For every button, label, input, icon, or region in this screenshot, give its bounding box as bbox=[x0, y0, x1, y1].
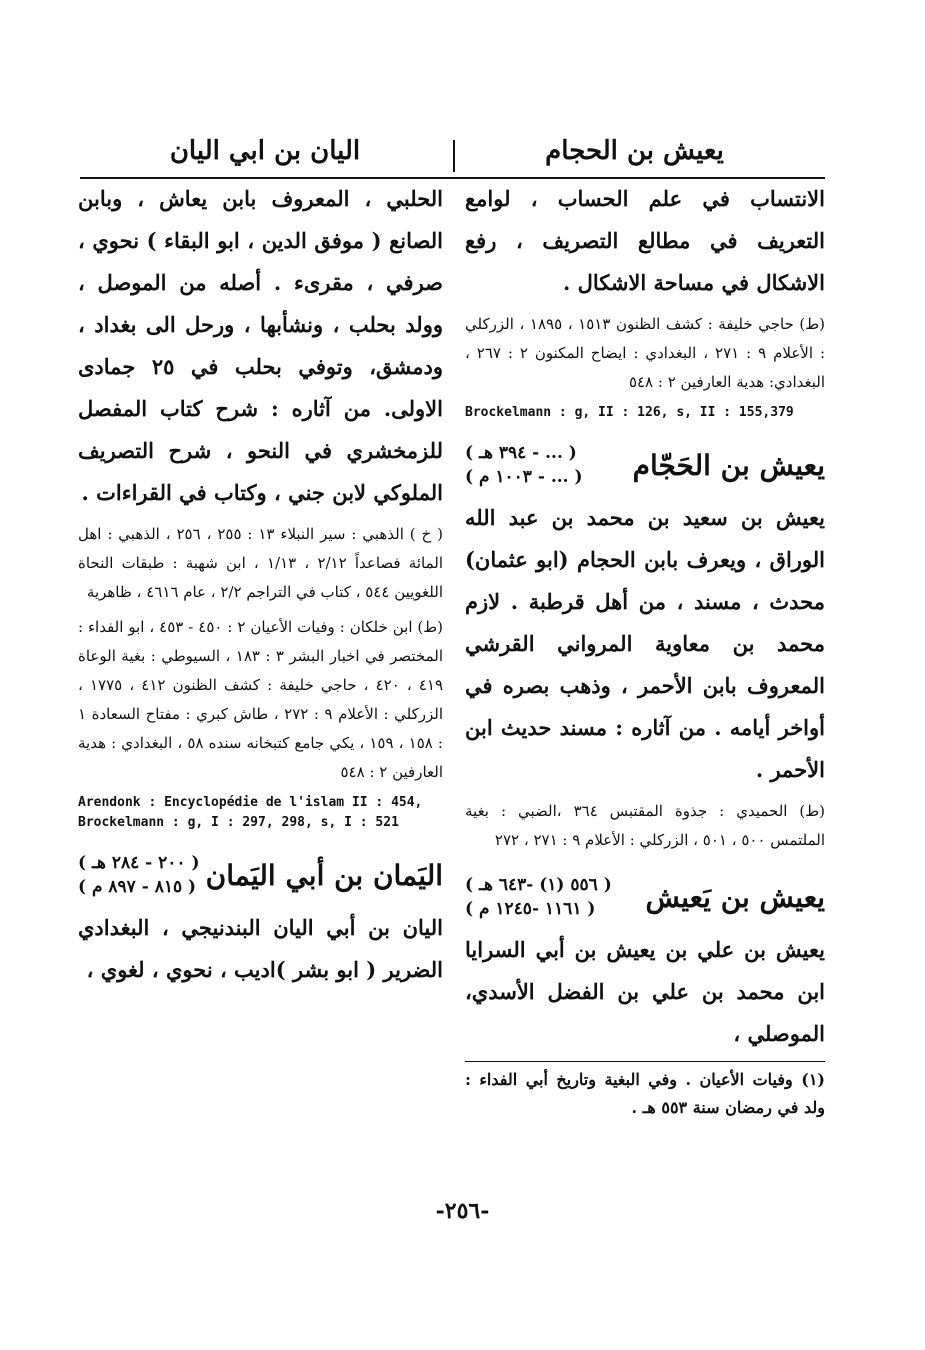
entry-name: يعيش بن يَعيش bbox=[645, 880, 825, 914]
footnote: (١) وفيات الأعيان . وفي البغية وتاريخ أبي الفداء : ولد في رمضان سنة ٥٥٣ هـ . bbox=[465, 1070, 825, 1117]
entry-body: يعيش بن سعيد بن محمد بن عبد الله الوراق ، ويعرف بابن الحجام (ابو عثمان) محدث ، مسند ، من أهل قرطبة . لازم محمد بن معاوية المرواني القرشي المعروف بابن الأحمر ، وذهب بصره في أواخر أيامه . من آثاره : مسند حديث ابن الأحمر . bbox=[465, 505, 825, 782]
entry-body: اليان بن أبي اليان البندنيجي ، البغدادي الضرير ( ابو بشر )اديب ، نحوي ، لغوي ، bbox=[78, 915, 443, 982]
entry-dates-hijri: ( ٥٥٦ (١) -٦٤٣ هـ ) bbox=[465, 875, 612, 895]
entry-dates-gregorian: ( ... - ١٠٠٣ م ) bbox=[465, 467, 583, 487]
entry-references: (ط) الحميدي : جذوة المقتبس ٣٦٤ ،الضبي : بغية الملتمس ٥٠٠ ، ٥٠١ ، الزركلي : الأعلام ٩ : ٢٧١ ، ٢٧٢ bbox=[465, 802, 825, 849]
running-header-left: اليان بن ابي اليان bbox=[169, 136, 361, 166]
entry-heading bbox=[78, 851, 443, 899]
right-latin-reference: Brockelmann : g, II : 126, s, II : 155,379 bbox=[465, 405, 794, 420]
right-continuation-text: الانتساب في علم الحساب ، لوامع التعريف في مطالع التصريف ، رفع الاشكال في مساحة الاشكال . bbox=[465, 186, 825, 295]
left-column bbox=[78, 178, 443, 991]
running-header-right: يعيش بن الحجام bbox=[545, 136, 724, 166]
entry-name: يعيش بن الحَجّام bbox=[632, 448, 825, 482]
left-continuation-text: الحلبي ، المعروف بابن يعاش ، وبابن الصانع ( موفق الدين ، ابو البقاء ) نحوي ، صرفي ، مقرىء . أصله من الموصل ، وولد بحلب ، ونشأبها ، ورحل الى بغداد ، ودمشق، وتوفي بحلب في ٢٥ جمادى الاولى. من آثاره : شرح كتاب المفصل للزمخشري في النحو ، شرح التصريف الملوكي لابن جني ، وكتاب في القراءات . bbox=[78, 186, 444, 505]
entry-dates bbox=[78, 851, 200, 899]
entry-dates-hijri: ( ٢٠٠ - ٢٨٤ هـ ) bbox=[78, 853, 200, 873]
entry-name: اليَمان بن أبي اليَمان bbox=[205, 858, 443, 892]
entry-heading bbox=[465, 441, 825, 489]
left-references-2: (ط) ابن خلكان : وفيات الأعيان ٢ : ٤٥٠ - ٤٥٣ ، ابو الفداء : المختصر في اخبار البشر ٣ : ١٨٣ ، السيوطي : بغية الوعاة ٤١٩ ، ٤٢٠ ، حاجي خليفة : كشف الظنون ٤١٢ ، ١٧٧٥ ، الزركلي : الأعلام ٩ : ٢٧٢ ، طاش كبري : مفتاح السعادة ١ : ١٥٨ ، ١٥٩ ، يكي جامع كتبخانه سنده ٥٨ ، البغدادي : هدية العارفين ٢ : ٥٤٨ bbox=[78, 618, 444, 781]
right-column bbox=[465, 178, 825, 1122]
page-number: -٢٥٦- bbox=[435, 1198, 490, 1224]
entry-dates-gregorian: ( ٨١٥ - ٨٩٧ م ) bbox=[78, 877, 197, 897]
right-references-1: (ط) حاجي خليفة : كشف الظنون ١٥١٣ ، ١٨٩٥ ، الزركلي : الأعلام ٩ : ٢٧١ ، البغدادي : ايضاح المكنون ٢ : ٢٦٧ ، البغدادي: هدية العارفين ٢ : ٥٤٨ bbox=[465, 315, 826, 391]
entry-heading bbox=[465, 873, 825, 921]
left-references-1: ( خ ) الذهبي : سير النبلاء ١٣ : ٢٥٥ ، ٢٥٦ ، الذهبي : اهل المائة فصاعداً ٢/١٢ ، ١/١٣ ، ابن شهبة : طبقات النحاة اللغويين ٥٤٤ ، كتاب في التراجم ٢/٢ ، عام ٤٦١٦ ، ظاهرية bbox=[78, 525, 443, 601]
entry-dates bbox=[465, 873, 612, 921]
entry-body: يعيش بن علي بن يعيش بن أبي السرايا ابن محمد بن علي بن الفضل الأسدي، الموصلي ، bbox=[465, 937, 825, 1046]
left-latin-reference: Arendonk : Encyclopédie de l'islam II : 454, Brockelmann : g, I : 297, 298, s, I : 521 bbox=[78, 795, 423, 830]
entry-dates-hijri: ( ... - ٣٩٤ هـ ) bbox=[465, 443, 577, 463]
header-divider bbox=[453, 140, 455, 172]
entry-dates-gregorian: ( ١١٦١ -١٢٤٥ م ) bbox=[465, 899, 596, 919]
footnote-rule bbox=[465, 1061, 825, 1062]
entry-dates bbox=[465, 441, 583, 489]
